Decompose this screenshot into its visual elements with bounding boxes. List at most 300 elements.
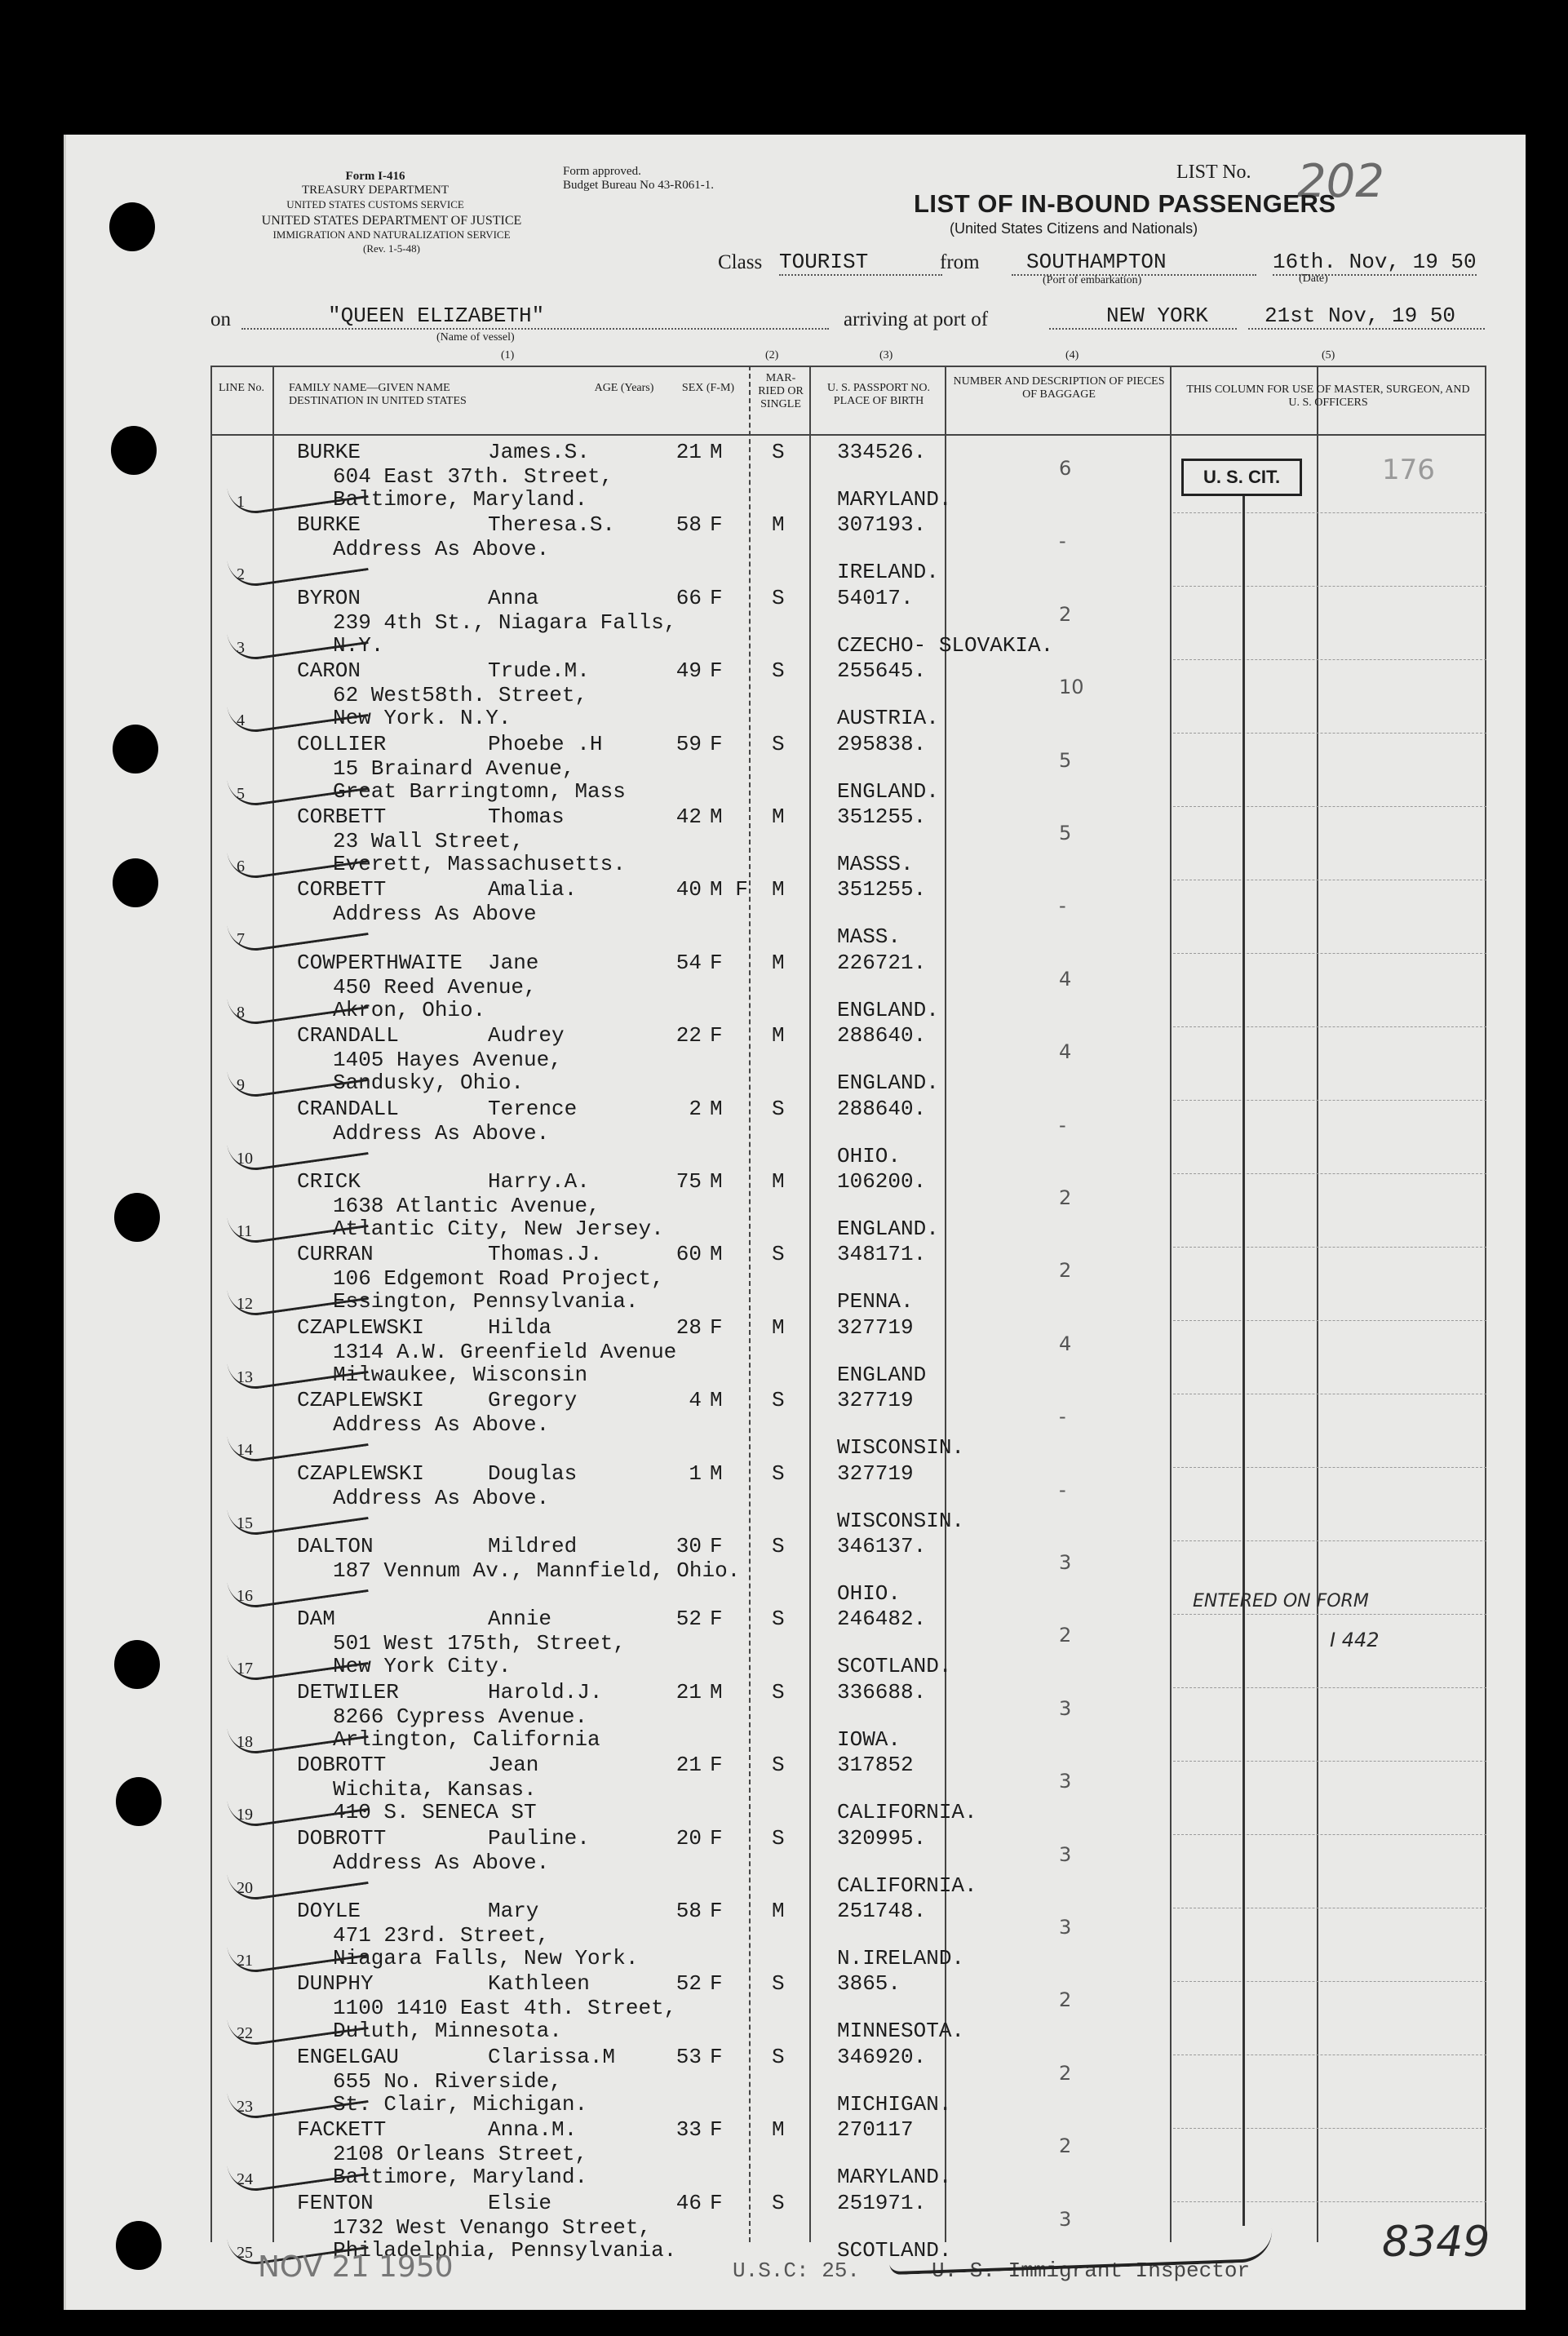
entered-form-number: I 442 <box>1330 1629 1380 1651</box>
married-single-value: M <box>772 951 785 975</box>
colhead-passport: U. S. PASSPORT NO. PLACE OF BIRTH <box>827 382 930 407</box>
sex-value: M <box>710 1097 723 1121</box>
married-single-value: S <box>772 440 785 464</box>
form-approved: Form approved. <box>563 165 641 178</box>
passenger-row <box>210 951 1486 1024</box>
binder-hole <box>116 2221 162 2270</box>
sex-value: F <box>710 1534 723 1558</box>
married-single-value: S <box>772 1097 785 1121</box>
given-name: Douglas <box>488 1461 578 1486</box>
sex-value: F <box>710 2191 723 2215</box>
baggage-count: 4 <box>1059 1332 1072 1355</box>
address-line-2: Milwaukee, Wisconsin <box>333 1363 588 1387</box>
address-line-1: 1314 A.W. Greenfield Avenue <box>333 1340 677 1364</box>
passenger-row <box>210 733 1486 805</box>
on-label: on <box>210 308 231 330</box>
line-number: 16 <box>237 1587 253 1605</box>
sex-value: M <box>710 1242 723 1266</box>
place-of-birth: ENGLAND. <box>837 998 939 1022</box>
age-value: 58 <box>675 512 702 537</box>
passenger-row <box>210 1243 1486 1315</box>
passport-number: 348171. <box>837 1242 927 1266</box>
address-line-1: 655 No. Riverside, <box>333 2069 562 2094</box>
married-single-value: S <box>772 2045 785 2069</box>
age-value: 53 <box>675 2045 702 2069</box>
sex-value: F <box>710 951 723 975</box>
place-of-birth: SCOTLAND. <box>837 2238 952 2263</box>
given-name: Elsie <box>488 2191 552 2215</box>
place-of-birth: CALIFORNIA. <box>837 1873 977 1898</box>
given-name: Pauline. <box>488 1826 590 1851</box>
given-name: Thomas.J. <box>488 1242 603 1266</box>
port-of-arrival: NEW YORK <box>1049 304 1237 330</box>
family-name: DUNPHY <box>297 1971 374 1996</box>
married-single-value: S <box>772 1388 785 1412</box>
budget-bureau: Budget Bureau No 43-R061-1. <box>563 179 714 192</box>
baggage-count: 2 <box>1059 2062 1072 2085</box>
given-name: Theresa.S. <box>488 512 616 537</box>
baggage-count: 3 <box>1059 2208 1072 2231</box>
passenger-row <box>210 1681 1486 1753</box>
family-name: FACKETT <box>297 2117 387 2142</box>
passenger-row <box>210 659 1486 732</box>
married-single-value: S <box>772 1242 785 1266</box>
baggage-count: 2 <box>1059 1624 1072 1647</box>
passport-number: 251971. <box>837 2191 927 2215</box>
age-value: 28 <box>675 1315 702 1340</box>
passenger-row <box>210 1972 1486 2045</box>
passenger-row <box>210 1097 1486 1170</box>
sex-value: F <box>710 512 723 537</box>
address-line-2: N.Y. <box>333 633 384 658</box>
family-name: ENGELGAU <box>297 2045 399 2069</box>
passenger-row <box>210 2046 1486 2118</box>
passport-number: 327719 <box>837 1461 914 1486</box>
line-number: 19 <box>237 1806 253 1824</box>
age-value: 42 <box>675 805 702 829</box>
baggage-count: 3 <box>1059 1770 1072 1793</box>
age-value: 20 <box>675 1826 702 1851</box>
passport-number: 255645. <box>837 658 927 683</box>
family-name: CORBETT <box>297 877 387 902</box>
sex-value: F <box>710 658 723 683</box>
married-single-value: M <box>772 1315 785 1340</box>
given-name: Kathleen <box>488 1971 590 1996</box>
address-line-1: 1405 Hayes Avenue, <box>333 1048 562 1072</box>
checkmark <box>227 1855 368 1903</box>
line-number: 20 <box>237 1879 253 1897</box>
sex-value: M <box>710 1169 723 1194</box>
passenger-row <box>210 1753 1486 1826</box>
married-single-value: S <box>772 586 785 610</box>
baggage-count: 5 <box>1059 822 1072 844</box>
entered-on-form-note: ENTERED ON FORM <box>1193 1591 1369 1611</box>
age-value: 60 <box>675 1242 702 1266</box>
place-of-birth: CZECHO- SLOVAKIA. <box>837 633 1054 658</box>
place-of-birth: MASSS. <box>837 852 914 876</box>
address-line-2: Great Barringtomn, Mass <box>333 779 626 804</box>
line-number: 4 <box>237 711 245 729</box>
married-single-value: S <box>772 658 785 683</box>
column-number-3: (3) <box>879 349 893 361</box>
usc-count: U.S.C: 25. <box>733 2258 861 2283</box>
binder-hole <box>113 725 158 773</box>
address-line-1: Address As Above. <box>333 1851 550 1875</box>
age-value: 4 <box>689 1388 702 1412</box>
family-name: BURKE <box>297 440 361 464</box>
married-single-value: S <box>772 1753 785 1777</box>
given-name: Anna.M. <box>488 2117 578 2142</box>
passenger-row <box>210 805 1486 878</box>
family-name: CARON <box>297 658 361 683</box>
passenger-row <box>210 513 1486 586</box>
baggage-count: 4 <box>1059 968 1072 991</box>
address-line-1: 106 Edgemont Road Project, <box>333 1266 664 1291</box>
given-name: Hilda <box>488 1315 552 1340</box>
married-single-value: M <box>772 877 785 902</box>
family-name: COWPERTHWAITE <box>297 951 463 975</box>
family-name: DOYLE <box>297 1899 361 1923</box>
binder-hole <box>111 426 157 475</box>
address-line-2: New York. N.Y. <box>333 706 512 730</box>
age-value: 40 <box>675 877 702 902</box>
address-line-1: Address As Above. <box>333 1121 550 1146</box>
married-single-value: S <box>772 1826 785 1851</box>
column-number-4: (4) <box>1065 349 1079 361</box>
address-line-2: 410 S. SENECA ST <box>333 1800 537 1824</box>
given-name: James.S. <box>488 440 590 464</box>
family-name: CRICK <box>297 1169 361 1194</box>
baggage-count: - <box>1059 894 1066 917</box>
baggage-count: 3 <box>1059 1843 1072 1866</box>
sex-value: F <box>710 1899 723 1923</box>
embarkation-date: 16th. Nov, 19 50 <box>1273 250 1477 274</box>
baggage-count: 3 <box>1059 1916 1072 1939</box>
family-name: CZAPLEWSKI <box>297 1315 425 1340</box>
checkmark <box>227 1490 368 1538</box>
passport-number: 336688. <box>837 1680 927 1704</box>
dept-customs: UNITED STATES CUSTOMS SERVICE <box>286 198 464 211</box>
column-number-2: (2) <box>765 349 779 361</box>
place-of-birth: ENGLAND <box>837 1363 927 1387</box>
passport-number: 270117 <box>837 2117 914 2142</box>
checkmark <box>227 1125 368 1173</box>
baggage-count: 5 <box>1059 749 1072 772</box>
address-line-1: Address As Above. <box>333 1412 550 1437</box>
binder-hole <box>113 858 158 907</box>
age-value: 75 <box>675 1169 702 1194</box>
given-name: Terence <box>488 1097 578 1121</box>
passport-number: 334526. <box>837 440 927 464</box>
address-line-2: Akron, Ohio. <box>333 998 486 1022</box>
age-value: 21 <box>675 1753 702 1777</box>
sex-value: M <box>710 1680 723 1704</box>
address-line-1: 62 West58th. Street, <box>333 683 588 707</box>
married-single-value: M <box>772 1169 785 1194</box>
married-single-value: S <box>772 732 785 756</box>
colhead-married: MAR- RIED OR SINGLE <box>758 372 804 410</box>
family-name: DOBROTT <box>297 1753 387 1777</box>
given-name: Anna <box>488 586 539 610</box>
binder-hole <box>109 202 155 251</box>
married-single-value: S <box>772 1680 785 1704</box>
given-name: Phoebe .H <box>488 732 603 756</box>
passenger-row <box>210 587 1486 659</box>
page-mark-handwritten: 8349 <box>1382 2218 1490 2267</box>
baggage-count: - <box>1059 1478 1066 1501</box>
baggage-count: 6 <box>1059 457 1072 480</box>
family-name: DETWILER <box>297 1680 399 1704</box>
age-value: 66 <box>675 586 702 610</box>
sex-value: F <box>710 732 723 756</box>
given-name: Jean <box>488 1753 539 1777</box>
baggage-count: 2 <box>1059 1186 1072 1209</box>
passenger-row <box>210 878 1486 951</box>
passport-number: 246482. <box>837 1607 927 1631</box>
given-name: Audrey <box>488 1023 565 1048</box>
line-number: 14 <box>237 1441 253 1459</box>
colhead-officers: THIS COLUMN FOR USE OF MASTER, SURGEON, AND U. S. OFFICERS <box>1186 383 1470 409</box>
age-value: 58 <box>675 1899 702 1923</box>
us-citizen-bracket-line <box>1242 496 1245 2226</box>
address-line-2: Philadelphia, Pennsylvania. <box>333 2238 677 2263</box>
list-no-label: LIST No. <box>1176 162 1251 183</box>
checkmark <box>227 1563 368 1611</box>
place-of-birth: ENGLAND. <box>837 1217 939 1241</box>
line-number: 13 <box>237 1368 253 1386</box>
binder-hole <box>116 1777 162 1826</box>
place-of-birth: MARYLAND. <box>837 2165 952 2189</box>
age-value: 52 <box>675 1971 702 1996</box>
passport-number: 351255. <box>837 877 927 902</box>
place-of-birth: AUSTRIA. <box>837 706 939 730</box>
address-line-1: 604 East 37th. Street, <box>333 464 613 489</box>
form-revision: (Rev. 1-5-48) <box>363 242 420 255</box>
passenger-row <box>210 1827 1486 1899</box>
place-of-birth: MASS. <box>837 924 901 949</box>
age-value: 54 <box>675 951 702 975</box>
column-number-1: (1) <box>501 349 515 361</box>
line-number: 23 <box>237 2098 253 2116</box>
line-number: 9 <box>237 1076 245 1094</box>
sex-value: F <box>710 1315 723 1340</box>
line-number: 17 <box>237 1660 253 1678</box>
passenger-row <box>210 1389 1486 1461</box>
place-of-birth: OHIO. <box>837 1144 901 1168</box>
sex-value: F <box>710 1971 723 1996</box>
line-number: 25 <box>237 2244 253 2262</box>
passport-number: 226721. <box>837 951 927 975</box>
passport-number: 251748. <box>837 1899 927 1923</box>
passenger-row <box>210 1170 1486 1243</box>
passenger-row <box>210 1607 1486 1680</box>
address-line-2: Everett, Massachusetts. <box>333 852 626 876</box>
colhead-line-no: LINE No. <box>219 382 264 394</box>
passport-number: 317852 <box>837 1753 914 1777</box>
address-line-1: 1732 West Venango Street, <box>333 2215 652 2240</box>
given-name: Harold.J. <box>488 1680 603 1704</box>
sex-value: M <box>710 805 723 829</box>
baggage-count: 4 <box>1059 1040 1072 1063</box>
place-of-birth: WISCONSIN. <box>837 1435 965 1460</box>
family-name: BYRON <box>297 586 361 610</box>
baggage-count: 2 <box>1059 603 1072 626</box>
page-title: LIST OF IN-BOUND PASSENGERS <box>914 189 1336 218</box>
dept-justice: UNITED STATES DEPARTMENT OF JUSTICE <box>261 214 522 228</box>
line-number: 8 <box>237 1004 245 1022</box>
address-line-1: 1638 Atlantic Avenue, <box>333 1194 600 1218</box>
family-name: DALTON <box>297 1534 374 1558</box>
class-label: Class <box>718 251 763 273</box>
married-single-value: M <box>772 1899 785 1923</box>
address-line-1: 8266 Cypress Avenue. <box>333 1704 588 1729</box>
place-of-birth: MICHIGAN. <box>837 2092 952 2117</box>
binder-hole <box>114 1193 160 1242</box>
family-name: CZAPLEWSKI <box>297 1461 425 1486</box>
line-number: 6 <box>237 858 245 875</box>
family-name: DAM <box>297 1607 335 1631</box>
address-line-2: Atlantic City, New Jersey. <box>333 1217 664 1241</box>
line-number: 2 <box>237 565 245 583</box>
baggage-count: - <box>1059 1114 1066 1137</box>
sex-value: F <box>710 1826 723 1851</box>
sex-value: M F <box>710 877 748 902</box>
dept-treasury: TREASURY DEPARTMENT <box>301 184 450 197</box>
passenger-row <box>210 1316 1486 1389</box>
binder-hole <box>114 1640 160 1689</box>
baggage-count: 3 <box>1059 1551 1072 1574</box>
age-value: 33 <box>675 2117 702 2142</box>
sex-value: F <box>710 1023 723 1048</box>
family-name: BURKE <box>297 512 361 537</box>
address-line-1: 15 Brainard Avenue, <box>333 756 575 781</box>
passport-number: 307193. <box>837 512 927 537</box>
checkmark <box>227 1416 368 1465</box>
place-of-birth: ENGLAND. <box>837 1070 939 1095</box>
age-value: 21 <box>675 440 702 464</box>
line-number: 10 <box>237 1150 253 1168</box>
given-name: Gregory <box>488 1388 578 1412</box>
passport-number: 3865. <box>837 1971 901 1996</box>
address-line-1: Address As Above <box>333 902 537 926</box>
place-of-birth: ENGLAND. <box>837 779 939 804</box>
address-line-2: St. Clair, Michigan. <box>333 2092 588 2117</box>
line-number: 11 <box>237 1222 253 1240</box>
address-line-2: New York City. <box>333 1654 512 1678</box>
colhead-name: FAMILY NAME—GIVEN NAME <box>289 382 450 394</box>
page-subtitle: (United States Citizens and Nationals) <box>950 220 1198 237</box>
family-name: CRANDALL <box>297 1097 399 1121</box>
vessel-name: "QUEEN ELIZABETH" <box>241 304 829 330</box>
date-caption: (Date) <box>1299 273 1328 285</box>
passport-number: 288640. <box>837 1097 927 1121</box>
address-line-1: 471 23rd. Street, <box>333 1923 550 1948</box>
family-name: COLLIER <box>297 732 387 756</box>
passport-number: 288640. <box>837 1023 927 1048</box>
baggage-count: - <box>1059 530 1066 552</box>
married-single-value: M <box>772 1023 785 1048</box>
address-line-1: Address As Above. <box>333 1486 550 1510</box>
line-number: 22 <box>237 2024 253 2042</box>
family-name: CZAPLEWSKI <box>297 1388 425 1412</box>
sex-value: M <box>710 440 723 464</box>
arrival-stamp-date: NOV 21 1950 <box>258 2250 454 2284</box>
age-value: 59 <box>675 732 702 756</box>
sex-value: M <box>710 1388 723 1412</box>
married-single-value: S <box>772 1971 785 1996</box>
line-number: 7 <box>237 930 245 948</box>
sex-value: F <box>710 1753 723 1777</box>
baggage-count: - <box>1059 1405 1066 1428</box>
passport-number: 54017. <box>837 586 914 610</box>
married-single-value: M <box>772 805 785 829</box>
checkmark <box>227 906 368 954</box>
age-value: 2 <box>689 1097 702 1121</box>
age-value: 30 <box>675 1534 702 1558</box>
married-single-value: M <box>772 512 785 537</box>
passenger-row <box>210 2118 1486 2191</box>
age-value: 1 <box>689 1461 702 1486</box>
line-number: 15 <box>237 1514 253 1532</box>
age-value: 22 <box>675 1023 702 1048</box>
given-name: Jane <box>488 951 539 975</box>
baggage-count: 3 <box>1059 1697 1072 1720</box>
port-embarkation-caption: (Port of embarkation) <box>1043 274 1142 286</box>
us-citizen-stamp: U. S. CIT. <box>1181 459 1302 496</box>
line-number: 24 <box>237 2170 253 2188</box>
line-number: 3 <box>237 639 245 657</box>
colhead-destination: DESTINATION IN UNITED STATES <box>289 395 467 407</box>
passport-number: 346137. <box>837 1534 927 1558</box>
vessel-caption: (Name of vessel) <box>436 331 515 344</box>
age-value: 21 <box>675 1680 702 1704</box>
given-name: Clarissa.M <box>488 2045 616 2069</box>
address-line-1: Wichita, Kansas. <box>333 1777 537 1802</box>
address-line-1: 2108 Orleans Street, <box>333 2142 588 2166</box>
line-number: 18 <box>237 1733 253 1751</box>
place-of-birth: IOWA. <box>837 1727 901 1752</box>
family-name: DOBROTT <box>297 1826 387 1851</box>
married-single-value: S <box>772 1534 785 1558</box>
sex-value: F <box>710 1607 723 1631</box>
baggage-count: 2 <box>1059 1988 1072 2011</box>
passenger-row <box>210 1462 1486 1535</box>
immigration-service: IMMIGRATION AND NATURALIZATION SERVICE <box>272 228 511 241</box>
place-of-birth: MINNESOTA. <box>837 2019 965 2043</box>
age-value: 52 <box>675 1607 702 1631</box>
sex-value: M <box>710 1461 723 1486</box>
address-line-1: 23 Wall Street, <box>333 829 525 853</box>
immigrant-inspector-line: U. S. Immigrant Inspector <box>932 2258 1251 2283</box>
sex-value: F <box>710 2045 723 2069</box>
place-of-birth: PENNA. <box>837 1289 914 1314</box>
age-value: 49 <box>675 658 702 683</box>
place-of-birth: CALIFORNIA. <box>837 1800 977 1824</box>
passenger-row <box>210 1899 1486 1972</box>
checkmark <box>227 541 368 589</box>
arriving-label: arriving at port of <box>844 308 989 330</box>
colhead-age: AGE (Years) <box>594 382 654 394</box>
given-name: Harry.A. <box>488 1169 590 1194</box>
passport-number: 320995. <box>837 1826 927 1851</box>
line-number: 1 <box>237 493 245 511</box>
given-name: Annie <box>488 1607 552 1631</box>
line-number: 5 <box>237 785 245 803</box>
married-single-value: M <box>772 2117 785 2142</box>
form-number: Form I-416 <box>345 170 405 183</box>
passport-number: 327719 <box>837 1315 914 1340</box>
place-of-birth: IRELAND. <box>837 560 939 584</box>
